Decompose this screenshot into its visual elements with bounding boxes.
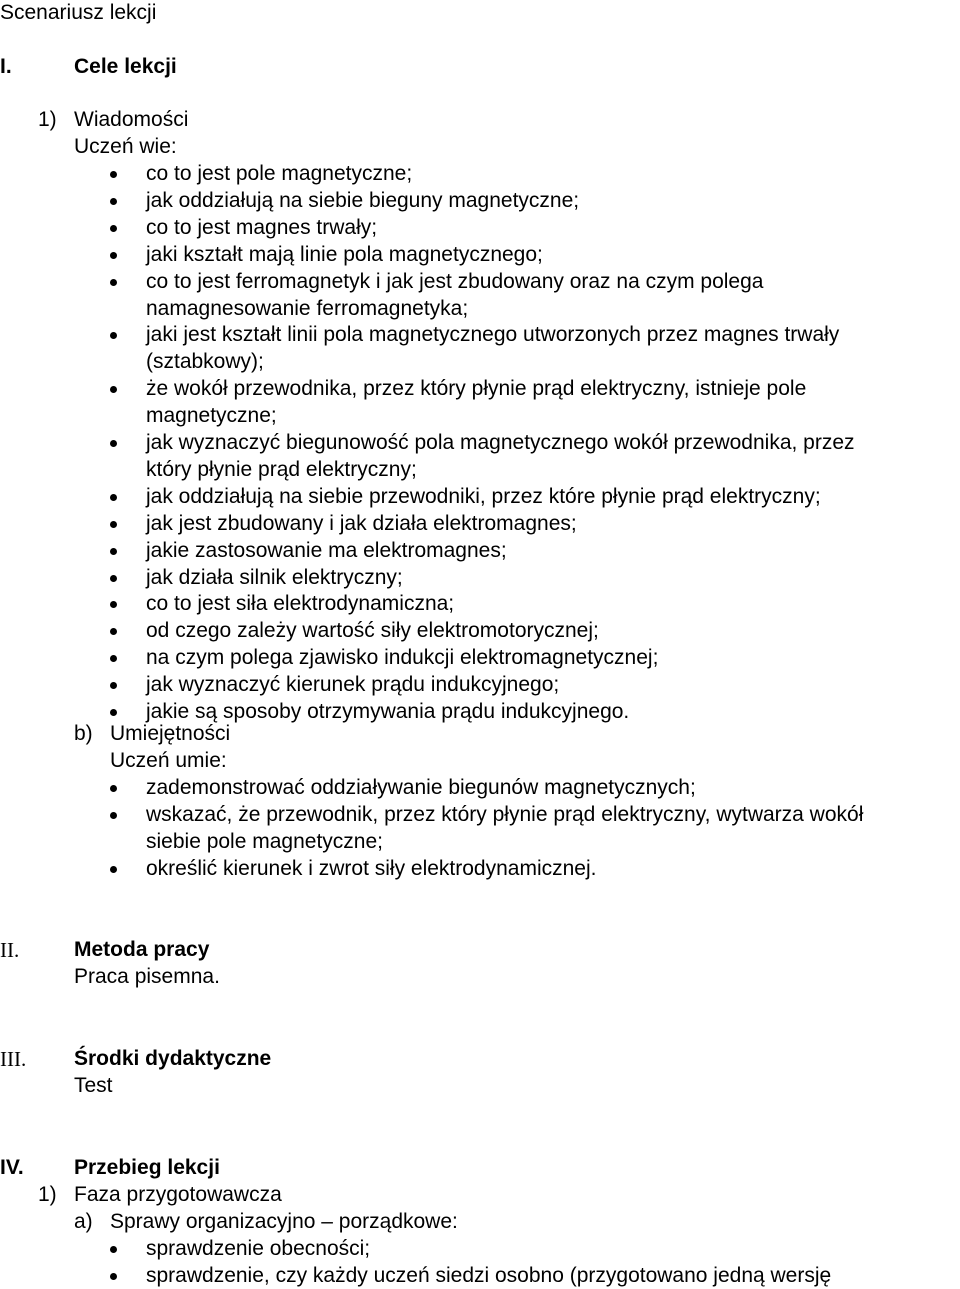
bullet-icon <box>110 252 117 259</box>
list-item: od czego zależy wartość siły elektromotorycznej; <box>146 619 599 643</box>
list-item: magnetyczne; <box>146 404 277 428</box>
list-item: jaki kształt mają linie pola magnetycznego; <box>146 242 543 266</box>
list-item: jaki jest kształt linii pola magnetycznego utworzonych przez magnes trwały <box>146 323 840 347</box>
subsection-title: Wiadomości <box>74 108 189 131</box>
list-item: wskazać, że przewodnik, przez który płynie prąd elektryczny, wytwarza wokół <box>146 802 864 826</box>
bullet-icon <box>110 494 117 501</box>
list-item: jak wyznaczyć kierunek prądu indukcyjnego; <box>146 673 560 697</box>
bullet-icon <box>110 1246 117 1253</box>
list-item: jakie zastosowanie ma elektromagnes; <box>146 538 507 562</box>
bullet-icon <box>110 1273 117 1280</box>
list-item: zademonstrować oddziaływanie biegunów magnetycznych; <box>146 776 696 799</box>
bullet-icon <box>110 812 117 819</box>
list-item: że wokół przewodnika, przez który płynie prąd elektryczny, istnieje pole <box>146 377 807 401</box>
list-item: jak oddziałują na siebie bieguny magnetyczne; <box>146 188 580 212</box>
bullet-icon <box>110 521 117 528</box>
list-item: co to jest ferromagnetyk i jak jest zbudowany oraz na czym polega <box>146 269 764 293</box>
list-item: namagnesowanie ferromagnetyka; <box>146 296 469 320</box>
list-item: który płynie prąd elektryczny; <box>146 457 417 481</box>
list-item: jak wyznaczyć biegunowość pola magnetycznego wokół przewodnika, przez <box>146 431 855 454</box>
section-title: Cele lekcji <box>74 55 177 78</box>
bullet-icon <box>110 655 117 662</box>
bullet-icon <box>110 171 117 178</box>
section-number: II. <box>0 938 20 962</box>
list-item: co to jest magnes trwały; <box>146 215 378 239</box>
bullet-icon <box>110 628 117 635</box>
list-item: jak oddziałują na siebie przewodniki, przez które płynie prąd elektryczny; <box>146 484 821 508</box>
list-item: co to jest siła elektrodynamiczna; <box>146 592 455 616</box>
section-body: Praca pisemna. <box>74 965 220 988</box>
bullet-icon <box>110 709 117 716</box>
bullet-icon <box>110 225 117 232</box>
bullet-icon <box>110 575 117 582</box>
list-item: jak jest zbudowany i jak działa elektromagnes; <box>146 511 577 535</box>
list-item: siebie pole magnetyczne; <box>146 829 383 853</box>
list-item: określić kierunek i zwrot siły elektrodynamicznej. <box>146 856 597 880</box>
bullet-icon <box>110 386 117 393</box>
list-item: sprawdzenie obecności; <box>146 1237 371 1260</box>
list-item: (sztabkowy); <box>146 350 264 374</box>
bullet-icon <box>110 682 117 689</box>
bullet-icon <box>110 440 117 447</box>
list-item: jakie są sposoby otrzymywania prądu indukcyjnego. <box>146 700 630 723</box>
subsection-number: b) <box>74 722 93 745</box>
list-item: jak działa silnik elektryczny; <box>146 565 403 589</box>
section-number: IV. <box>0 1156 24 1179</box>
bullet-icon <box>110 601 117 608</box>
bullet-icon <box>110 866 117 873</box>
section-title: Przebieg lekcji <box>74 1156 220 1179</box>
section-title: Środki dydaktyczne <box>74 1047 272 1070</box>
list-item: co to jest pole magnetyczne; <box>146 162 413 185</box>
bullet-icon <box>110 279 117 286</box>
subsection-title: Faza przygotowawcza <box>74 1183 282 1206</box>
bullet-icon <box>110 332 117 339</box>
bullet-icon <box>110 785 117 792</box>
section-number: I. <box>0 55 12 78</box>
page-header-title: Scenariusz lekcji <box>0 1 157 24</box>
bullet-icon <box>110 198 117 205</box>
subsection-title: Sprawy organizacyjno – porządkowe: <box>110 1210 458 1233</box>
subsection-number: a) <box>74 1210 93 1233</box>
subsection-number: 1) <box>38 108 57 131</box>
section-number: III. <box>0 1047 27 1071</box>
subsection-number: 1) <box>38 1183 57 1206</box>
section-body: Test <box>74 1074 113 1097</box>
subsection-intro: Uczeń umie: <box>110 749 227 772</box>
section-title: Metoda pracy <box>74 938 210 961</box>
subsection-title: Umiejętności <box>110 722 231 745</box>
list-item: na czym polega zjawisko indukcji elektromagnetycznej; <box>146 646 659 670</box>
bullet-icon <box>110 548 117 555</box>
subsection-intro: Uczeń wie: <box>74 135 177 158</box>
list-item: sprawdzenie, czy każdy uczeń siedzi osobno (przygotowano jedną wersję <box>146 1263 832 1287</box>
